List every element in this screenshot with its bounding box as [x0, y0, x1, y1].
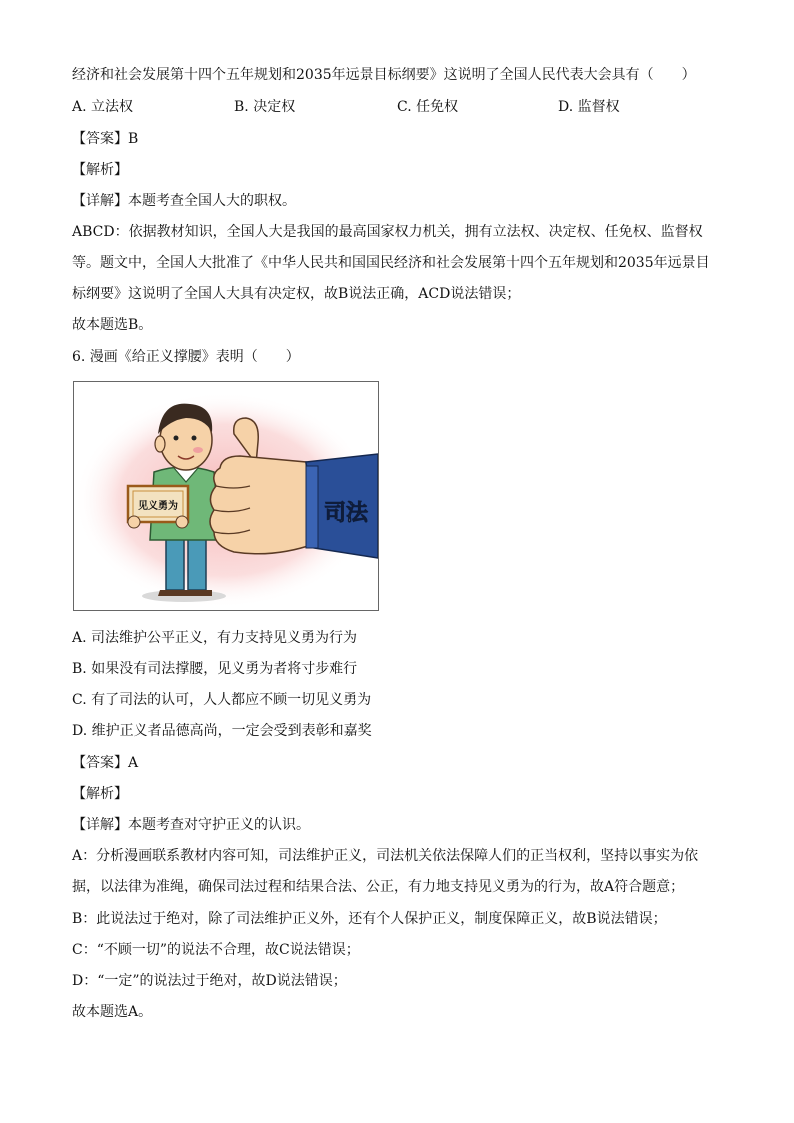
left-hand — [128, 516, 140, 528]
certificate-text: 见义勇为 — [138, 501, 178, 512]
left-shoe — [158, 590, 186, 596]
right-eye — [192, 436, 197, 441]
right-shoe — [184, 590, 212, 596]
answer: 【答案】B — [72, 131, 139, 147]
option-a: A. 立法权 — [72, 99, 134, 115]
option-c: C. 有了司法的认可，人人都应不顾一切见义勇为 — [72, 692, 372, 708]
explanation-line: 据，以法律为准绳，确保司法过程和结果合法、公正，有力地支持见义勇为的行为，故A符合题意； — [72, 879, 685, 895]
explanation-line: 等。题文中，全国人大批准了《中华人民共和国国民经济和社会发展第十四个五年规划和2035年远景目 — [72, 255, 710, 271]
option-c: C. 任免权 — [397, 99, 459, 115]
option-d: D. 维护正义者品德高尚，一定会受到表彰和嘉奖 — [72, 723, 372, 739]
sleeve-text: 司法 — [323, 501, 369, 526]
question-5-options — [72, 96, 732, 118]
cartoon-illustration — [73, 381, 379, 611]
explanation-line: 标纲要》这说明了全国人大具有决定权，故B说法正确，ACD说法错误； — [72, 286, 521, 302]
cheek — [193, 447, 203, 453]
left-eye — [174, 436, 179, 441]
explanation-line: C：“不顾一切”的说法不合理，故C说法错误； — [72, 942, 360, 958]
option-a: A. 司法维护公平正义，有力支持见义勇为行为 — [72, 630, 358, 646]
question-6-stem: 6. 漫画《给正义撑腰》表明（ ） — [72, 349, 300, 365]
analysis-label: 【解析】 — [72, 162, 128, 178]
answer: 【答案】A — [72, 755, 139, 771]
cuff — [306, 466, 318, 548]
right-hand — [176, 516, 188, 528]
conclusion: 故本题选A。 — [72, 1004, 153, 1020]
analysis-label: 【解析】 — [72, 786, 128, 802]
fist — [210, 456, 314, 554]
question-5-stem: 经济和社会发展第十四个五年规划和2035年远景目标纲要》这说明了全国人民代表大会具有（ ） — [72, 67, 696, 83]
detail: 【详解】本题考查对守护正义的认识。 — [72, 817, 310, 833]
conclusion: 故本题选B。 — [72, 317, 153, 333]
option-d: D. 监督权 — [558, 99, 620, 115]
option-b: B. 如果没有司法撑腰，见义勇为者将寸步难行 — [72, 661, 358, 677]
left-ear — [155, 436, 165, 452]
explanation-line: A：分析漫画联系教材内容可知，司法维护正义，司法机关依法保障人们的正当权利，坚持以事实为依 — [72, 848, 699, 864]
explanation-line: D：“一定”的说法过于绝对，故D说法错误； — [72, 973, 347, 989]
cartoon-svg — [74, 382, 378, 610]
option-b: B. 决定权 — [234, 99, 296, 115]
explanation-line: B：此说法过于绝对，除了司法维护正义外，还有个人保护正义，制度保障正义，故B说法错误； — [72, 911, 667, 927]
detail: 【详解】本题考查全国人大的职权。 — [72, 193, 296, 209]
explanation-line: ABCD：依据教材知识，全国人大是我国的最高国家权力机关，拥有立法权、决定权、任免权、监督权 — [72, 224, 703, 240]
